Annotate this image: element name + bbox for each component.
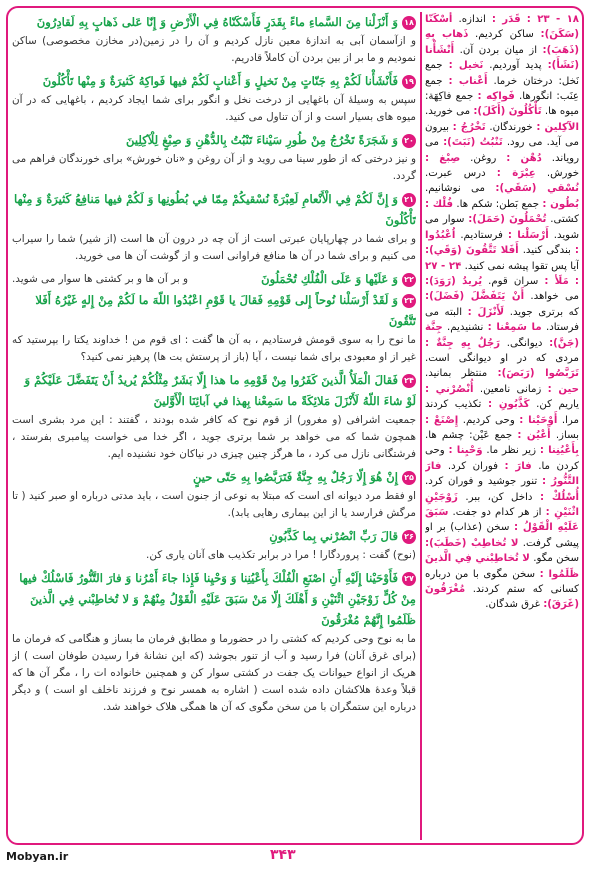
vocab-word: فارَ التَّنُّورُ : [425,460,579,488]
vocab-word: بِأَعْيُنِنا : [539,445,579,457]
vocab-list-1 [425,14,579,272]
vocab-meaning: می خورید. [425,106,471,118]
vocab-meaning: سران قوم. [488,275,539,287]
vocab-word: فَواكِه : [477,91,515,103]
vocab-meaning: می رویاند. [425,137,579,164]
verse-arabic: قالَ رَبِّ انْصُرْني بِما كَذَّبُونِ [269,529,398,543]
vocab-word: نُسْقي (سَقَي): [495,183,579,195]
vocab-word: اُعْبُدُوا : [425,229,579,257]
verse-19 [12,71,416,92]
vocab-entry [425,168,536,179]
verse-number: ۲۴ [402,374,416,388]
verse-arabic: وَ أَنْزَلْنا مِنَ السَّماءِ ماءً بِقَدَرٍ فَأَسْكَنّاهُ فِي الْأَرْضِ وَ إِنّا عَلى ذَهابٍ بِهِ لَقادِرُونَ [36,15,398,29]
vocab-entry [474,384,579,395]
vocab-entry [458,415,557,426]
vocab-word: أَعْناب : [448,75,488,87]
vocab-meaning: سوار می شوید. [425,214,579,241]
vocab-word: جِنَّة (جَنَّ): [425,322,579,349]
vocab-meaning: تکذیب کردند مرا. [425,399,579,426]
vocab-meaning: زمانی نامعین. [479,383,542,395]
vocab-word: ما سَمِعْنا : [487,322,542,334]
verse-translation: ما به نوح وحی کردیم که کشتی را در حضورما و مطابق فرمان ما بساز و هنگامی که فرمان ما (برای غرق آنان) فرا رسید و آب از تنور بجوشد (که این نشانۀ فرا رسیدن طوفان است ) از هریک از انواع حیوانات یک جفت در کشتی سوار کن و همچنین خانواده ات را ، مگر آن ها که قبلاً وعدۀ هلاکشان داده شده است ( اشاره به همسر نوح و فرزند ناخلف او است ) و دیگر درباره این ستمگران با من سخن مگوی که آن ها همگی هلاک خواهند شد. [12,633,416,713]
vocab-entry [486,122,579,133]
vocab-word: مَلَأ : [544,275,569,287]
vocab-meaning: می خواهد. [530,291,579,303]
vocab-meaning: جمع عَيْن: چشم ها. [425,429,513,441]
vocab-word: سَبَقَ عَلَيْهِ الْقَوْلُ : [425,507,579,534]
vocab-word: صِبْغ : [425,152,461,164]
vocab-entry [425,368,579,379]
vocab-meaning: زیر نظر ما. [486,445,537,457]
vocab-meaning: اندازه. [458,14,486,25]
verse-number: ۱۸ [402,16,416,30]
vocab-meaning: منتظر بمانید. [425,368,488,380]
verse-translation: و برای شما در چهارپایان عبرتی است از آن چه در درون آن ها است (از شیر) شما را سیراب می کنیم و برای شما در آن ها منافع فراوانی است و از گوشت آن ها می خورید. [12,233,416,262]
vocab-word: تَخْرُجُ : [452,121,486,133]
vocab-list-2 [425,276,579,611]
vocab-meaning: از میان بردن آن. [459,44,538,56]
vocab-word: إِصْنَعْ : [425,414,459,426]
vocab-meaning: غرق شدگان. [485,599,540,611]
verse-arabic: فَأَوْحَيْنا إِلَيْهِ أَنِ اصْنَعِ الْفُلْكَ بِأَعْيُنِنا وَ وَحْيِنا فَإِذا جاءَ أَمْرُنا وَ فارَ التَّنُّورُ فَاسْلُكْ فيها مِنْ كُلٍّ زَوْجَيْنِ اثْنَيْنِ وَ أَهْلَكَ إِلّا مَنْ سَبَقَ عَلَيْهِ الْقَوْلُ مِنْهُمْ وَ لا تُخاطِبْني فِي الَّذينَ ظَلَمُوا إِنَّهُمْ مُغْرَقُونَ [19,571,416,627]
verse-18 [12,12,416,33]
vocab-word: وَحْيِنا : [448,445,483,457]
verse-number: ۲۵ [402,471,416,485]
vocab-word: كَذَّبُونِ : [487,399,530,411]
vocab-word: تُحْمَلُونَ (حَمَلَ): [468,214,547,226]
verse-number: ۲۰ [402,134,416,148]
vocab-meaning: داخل کن، ببر. [465,491,533,503]
vocab-word: قَدَر : [491,14,521,25]
vocab-meaning: که برتری جوید. [509,306,579,318]
verse-arabic: وَ عَلَيْها وَ عَلَى الْفُلْكِ تُحْمَلُونَ [261,272,398,286]
vocab-entry [443,322,542,333]
vocab-meaning: کشتی. [550,214,579,226]
verse-27 [12,568,416,631]
verse-arabic: فَأَنْشَأْنا لَكُمْ بِهِ جَنّاتٍ مِنْ نَخيلٍ وَ أَعْنابٍ لَكُمْ فيها فَواكِهُ كَثيرَةٌ وَ مِنْها تَأْكُلُونَ [42,74,398,88]
vocab-word: تَرَبَّصُوا (رَبَصَ): [497,368,579,380]
vocab-word: عِبْرَة : [496,168,536,180]
verse-translation: (نوح) گفت : پروردگارا ! مرا در برابر تکذیب های آنان یاری کن. [146,549,416,561]
vocab-entry [425,183,579,194]
vocab-meaning: درس عبرت. [425,168,486,180]
vocab-entry [453,199,579,210]
verse-arabic: وَ شَجَرَةً تَخْرُجُ مِنْ طُورِ سَيْناءَ تَنْبُتُ بِالدُّهْنِ وَ صِبْغٍ لِلْآكِلِينَ [126,133,398,147]
verse-25 [12,467,416,488]
vocab-meaning: سخن مگوی با من درباره کسانی که ستم کردند. [425,568,579,596]
vocab-word: مُغْرَقُونَ (غَرَقَ): [425,584,579,611]
verse-22 [261,269,416,290]
vocab-meaning: دیوانگی. [506,337,543,349]
vocab-meaning: فوران کرد. [447,460,498,472]
vocab-word: أَعْيُن : [517,429,551,441]
vocab-meaning: بساز. [555,429,579,441]
vocab-meaning: بندگی کنید. [522,245,571,257]
vocab-word: فُلْك : [425,198,454,210]
vocab-meaning: از هر کدام دو جفت. [452,507,542,518]
verse-translation: او فقط مرد دیوانه ای است که مبتلا به نوعی از جنون است ، باید مدتی درباره او صبر کنید ( تا مرگش فرارسد یا از این بیماری رهایی یابد). [12,490,416,519]
main-column [12,12,416,840]
vocab-word: أَفَلا تَتَّقُونَ (وَقَي): [425,245,519,257]
vocab-word: لَأَنْزَلَ : [467,306,505,318]
vocab-range-2: ۲۴ - ۲۷ : [425,260,579,287]
verse-26 [12,526,416,547]
vocab-meaning: خورندگان. [489,121,533,133]
vocab-meaning: می نوشانیم. [425,183,486,195]
vocabulary-column [425,12,579,840]
vocab-word: نَخيل : [448,60,484,72]
verse-23 [12,290,416,332]
vocab-entry [483,445,579,456]
vocab-meaning: خورش. [546,168,579,180]
verse-21 [12,189,416,231]
verse-arabic: وَ إِنَّ لَكُمْ فِي الْأَنْعامِ لَعِبْرَةً نُسْقيكُمْ مِمّا في بُطُونِها وَ لَكُمْ فيها مَنافِعُ كَثيرَةٌ وَ مِنْها تَأْكُلُونَ [13,192,416,227]
vocab-word: أَنْ يَتَفَضَّلَ (فَضَلَ): [425,291,525,303]
verse-translation: سپس به وسیلۀ آن باغهایی از درخت نخل و انگور برای شما ایجاد کردیم ، باغهایی که در آن میوه های بسیار است و از آن تناول می کنید. [12,94,416,123]
vocab-meaning: پدید آوردیم. [489,60,542,72]
vocab-word: أُنْصُرْني : [425,383,474,395]
site-watermark: Mobyan.ir [6,850,69,863]
vocab-entry [460,153,542,164]
verse-arabic: وَ لَقَدْ أَرْسَلْنا نُوحاً إِلى قَوْمِهِ فَقالَ يا قَوْمِ اعْبُدُوا اللّهَ ما لَكُمْ مِنْ إِلهٍ غَيْرُهُ أَفَلا تَتَّقُونَ [35,293,416,328]
vocab-word: دُهْن : [506,152,542,164]
verse-number: ۲۳ [402,294,416,308]
verse-20 [12,130,416,151]
vocab-meaning: سخن (عذاب) بر او پیشی گرفت. [425,522,579,549]
verse-translation: و ازآسمان آبی به اندازۀ معین نازل کردیم و آن را در زمین(در مخازن مخصوصی) ساکن نمودیم و ما بر از بین بردن آن کاملاً قادریم. [12,35,416,64]
vocab-word: حين : [547,383,579,395]
verse-22-row [12,269,416,290]
verse-arabic: إِنْ هُوَ إِلّا رَجُلٌ بِهِ جِنَّةٌ فَتَرَبَّصُوا بِهِ حَتّى حينٍ [192,470,398,484]
verse-translation: ما نوح را به سوی قومش فرستادیم ، به آن ها گفت : ای قوم من ! خداوند یکتا را بپرستید که غیر از او معبودی برای شما نیست ، آیا (باز از پرستش بت ها) پرهیز نمی کنید؟ [12,334,416,363]
vocab-meaning: جمع فاكِهَة: میوه ها. [425,91,579,118]
vocab-word: أَوْحَيْنا : [519,414,558,426]
vocab-meaning: وحی کردن ما. [425,445,579,472]
column-divider [420,12,422,840]
vocab-meaning: آیا پس تقوا پیشه نمی کنید. [464,260,579,272]
verse-translation: و بر آن ها و بر کشتی ها سوار می شوید. [12,273,189,285]
vocab-meaning: مردی که در او دیوانگی است. [425,352,579,364]
vocab-word: بُطُون : [542,198,579,210]
vocab-word: أَرْسَلْنا : [507,229,549,241]
vocab-entry [458,492,579,503]
vocab-entry [455,230,548,241]
verse-translation: و نیز درختی که از طور سینا می روید و از آن روغن و «نان خورش» برای خورندگان فراهم می گردد. [12,153,416,182]
vocab-meaning: تنور جوشید و فوران کرد. [425,476,538,488]
vocab-meaning: روغن. [470,152,497,164]
vocab-meaning: جمع نَخل: درختان خرما. [425,60,579,87]
vocab-word: أَنْشَأْنا (نَشَأَ): [425,44,579,72]
verse-number: ۲۱ [402,193,416,207]
vocab-word: زَوْجَيْنِ اثْنَيْنِ : [425,491,579,518]
verse-arabic: فَقالَ الْمَلَأُ الَّذينَ كَفَرُوا مِنْ قَوْمِهِ ما هذا إِلّا بَشَرٌ مِثْلُكُمْ يُريدُ أَنْ يَتَفَضَّلَ عَلَيْكُمْ وَ لَوْ شاءَ اللّهُ لَأَنْزَلَ مَلائِكَةً ما سَمِعْنا بِهذا في آبائِنَا الْأَوَّلينَ [24,373,416,408]
vocab-meaning: یاریم کن. [536,399,579,411]
vocab-meaning: جمع بَطن: شکم ها. [456,198,540,210]
vocab-word: الآكِلين : [536,121,579,133]
vocab-entry [482,276,569,287]
vocab-meaning: سخن مگو. [533,553,579,565]
vocab-meaning: بیرون می آید. می رود. [425,121,579,149]
verse-24 [12,370,416,412]
vocab-word: تَأْكُلُونَ (أَكَلَ): [473,106,542,118]
verse-translation: جمعیت اشرافی (و مغرور) از قوم نوح که کافر شده بودند ، گفتند : این مرد بشری است همچون شما که می خواهد بر شما برتری جوید ، اگر خدا می خواست پیامبری بفرستد ، فرشتگانی نازل می کرد ، ما هرگز چنین چیزی در نیاکان خود نشنیده ایم. [12,414,416,460]
vocab-word: يُريدُ (رَوَدَ): [425,275,483,287]
vocab-meaning: نشنیدیم. [447,322,484,334]
verse-number: ۲۶ [402,530,416,544]
vocab-meaning: جمع عِنَب: انگورها. [425,75,579,103]
vocab-entry [441,461,531,472]
vocab-meaning: البته می فرستاد. [425,306,579,334]
vocab-range-1: ۱۸ - ۲۳ : [526,14,579,25]
vocab-word: لا تُخاطِبْني فِي الَّذينَ ظَلَمُوا : [425,553,579,580]
vocab-word: ذَهاب بِهِ (ذَهَبَ): [425,29,579,56]
vocab-word: فارَ : [504,460,532,472]
vocab-meaning: وحی کردیم. [462,414,515,426]
vocab-entry [452,14,520,25]
vocab-word: رَجُلٌ بِهِ جِنَّةٌ : [425,337,501,349]
verse-number: ۲۲ [402,273,416,287]
vocab-meaning: فرستادیم. [460,229,503,241]
vocab-word: لا تُخاطِبْ (خَطَبَ): [425,537,519,549]
vocab-word: تَنْبُتُ (نَبَتَ): [443,137,503,149]
vocab-word: أُسْلُكْ : [539,491,579,503]
page-number: ۳۴۳ [270,847,296,863]
vocab-meaning: ساکن کردیم. [475,29,534,41]
vocab-entry [425,430,551,441]
verse-number: ۱۹ [402,75,416,89]
vocab-word: أَسْكَنّا (سَكَنَ): [425,14,579,41]
verse-number: ۲۷ [402,572,416,586]
vocab-entry [425,106,542,117]
